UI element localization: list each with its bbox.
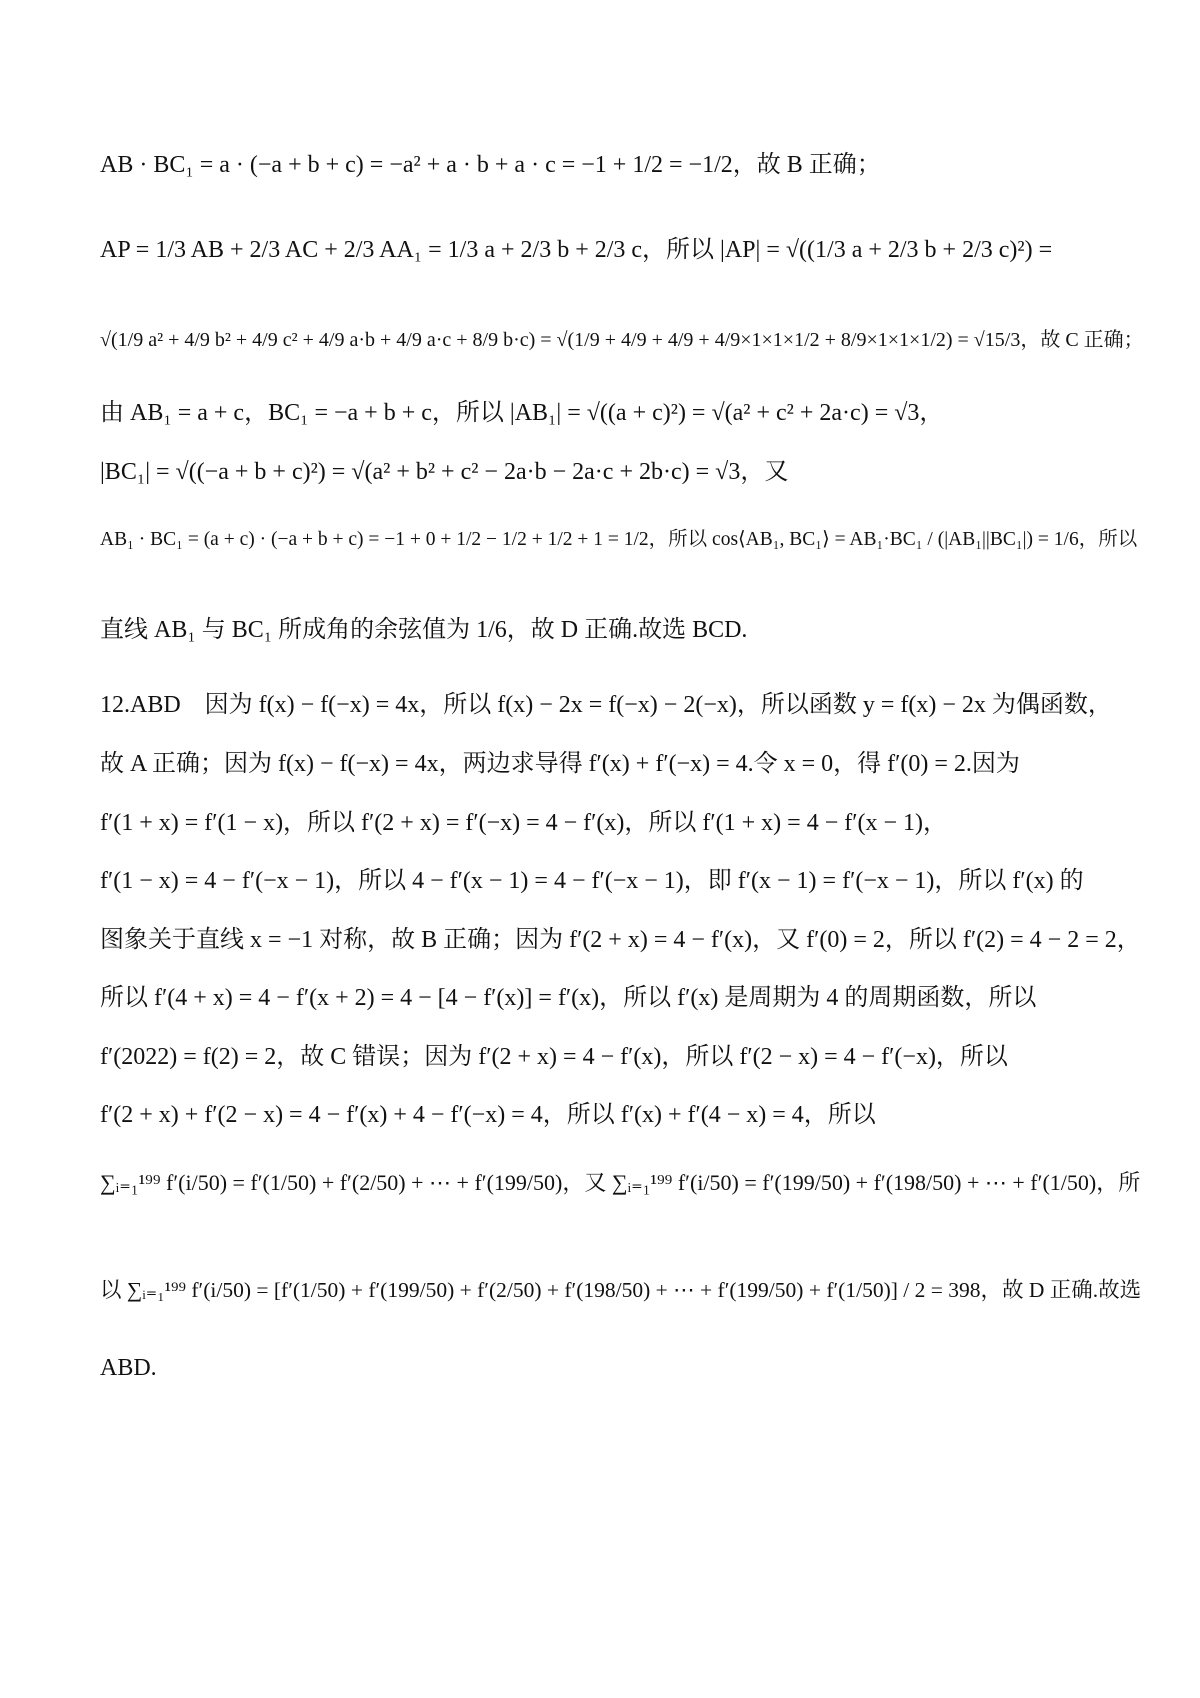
text-line: AB · BC₁ = a · (−a + b + c) = −a² + a · b + a · c = −1 + 1/2 = −1/2，故 B 正确； <box>100 152 881 178</box>
text-line: f′(1 + x) = f′(1 − x)，所以 f′(2 + x) = f′(−x) = 4 − f′(x)，所以 f′(1 + x) = 4 − f′(x − 1)， <box>100 810 948 836</box>
text-line: √(1/9 a² + 4/9 b² + 4/9 c² + 4/9 a·b + 4/9 a·c + 8/9 b·c) = √(1/9 + 4/9 + 4/9 + 4/9×1×1×1/2 + 8/9×1×1×1/2) = √15/3，故 C 正确； <box>100 329 1144 351</box>
text-line: f′(2022) = f(2) = 2，故 C 错误；因为 f′(2 + x) = 4 − f′(x)，所以 f′(2 − x) = 4 − f′(−x)，所以 <box>100 1044 1008 1070</box>
text-line: ABD. <box>100 1355 157 1381</box>
text-line: 以 ∑ᵢ₌₁¹⁹⁹ f′(i/50) = [f′(1/50) + f′(199/50) + f′(2/50) + f′(198/50) + ⋯ + f′(199/50) + f′(1/50)] / 2 = 398，故 D 正确.故选 <box>100 1278 1142 1302</box>
text-line: 12.ABD 因为 f(x) − f(−x) = 4x，所以 f(x) − 2x = f(−x) − 2(−x)，所以函数 y = f(x) − 2x 为偶函数， <box>100 692 1112 718</box>
text-line: 故 A 正确；因为 f(x) − f(−x) = 4x，两边求导得 f′(x) + f′(−x) = 4.令 x = 0，得 f′(0) = 2.因为 <box>100 751 1020 777</box>
text-line: f′(1 − x) = 4 − f′(−x − 1)，所以 4 − f′(x − 1) = 4 − f′(−x − 1)，即 f′(x − 1) = f′(−x − 1)，所以 f′(x) 的 <box>100 868 1084 894</box>
text-line: |BC₁| = √((−a + b + c)²) = √(a² + b² + c² − 2a·b − 2a·c + 2b·c) = √3，又 <box>100 459 789 485</box>
text-line: f′(2 + x) + f′(2 − x) = 4 − f′(x) + 4 − f′(−x) = 4，所以 f′(x) + f′(4 − x) = 4，所以 <box>100 1102 876 1128</box>
text-line: ∑ᵢ₌₁¹⁹⁹ f′(i/50) = f′(1/50) + f′(2/50) + ⋯ + f′(199/50)，又 ∑ᵢ₌₁¹⁹⁹ f′(i/50) = f′(199/50) + f′(198/50) + ⋯ + f′(1/50)，所 <box>100 1170 1141 1195</box>
text-line: AP = 1/3 AB + 2/3 AC + 2/3 AA₁ = 1/3 a + 2/3 b + 2/3 c，所以 |AP| = √((1/3 a + 2/3 b + 2/3 c)²) = <box>100 237 1053 263</box>
text-line: AB₁ · BC₁ = (a + c) · (−a + b + c) = −1 + 0 + 1/2 − 1/2 + 1/2 + 1 = 1/2，所以 cos⟨AB₁, BC₁⟩ = AB₁·BC₁ / (|AB₁||BC₁|) = 1/6，所以 <box>100 529 1138 550</box>
text-line: 由 AB₁ = a + c，BC₁ = −a + b + c，所以 |AB₁| = √((a + c)²) = √(a² + c² + 2a·c) = √3， <box>100 400 944 426</box>
text-line: 所以 f′(4 + x) = 4 − f′(x + 2) = 4 − [4 − f′(x)] = f′(x)，所以 f′(x) 是周期为 4 的周期函数，所以 <box>100 985 1037 1011</box>
text-line: 图象关于直线 x = −1 对称，故 B 正确；因为 f′(2 + x) = 4 − f′(x)，又 f′(0) = 2，所以 f′(2) = 4 − 2 = 2， <box>100 927 1141 953</box>
text-line: 直线 AB₁ 与 BC₁ 所成角的余弦值为 1/6，故 D 正确.故选 BCD. <box>100 617 748 643</box>
